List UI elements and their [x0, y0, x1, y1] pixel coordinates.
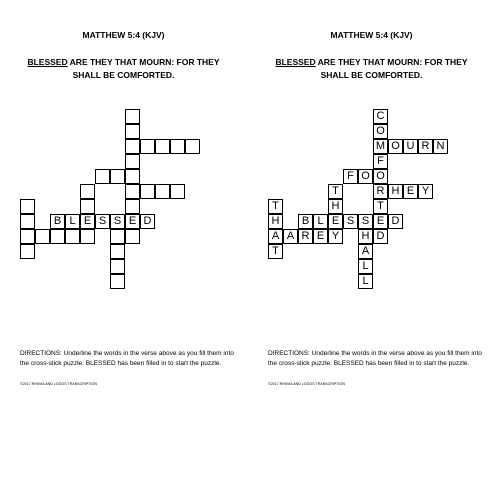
- verse-remainder: ARE THEY THAT MOURN: FOR THEY SHALL BE COMFORTED.: [315, 57, 468, 80]
- grid-cell[interactable]: [140, 184, 155, 199]
- grid-cell[interactable]: F: [373, 154, 388, 169]
- crossword-grid: [248, 0, 495, 340]
- grid-cell[interactable]: H: [268, 214, 283, 229]
- grid-cell[interactable]: O: [388, 139, 403, 154]
- grid-cell[interactable]: [95, 169, 110, 184]
- grid-cell[interactable]: [125, 124, 140, 139]
- grid-cell[interactable]: [125, 199, 140, 214]
- grid-cell[interactable]: A: [283, 229, 298, 244]
- worksheet-title: MATTHEW 5:4 (KJV): [330, 30, 413, 40]
- grid-cell[interactable]: R: [298, 229, 313, 244]
- directions-text: DIRECTIONS: Underline the words in the verse above as you fill them into the cross-stick puzzle. BLESSED has been filled in to start the puzzle.: [268, 350, 482, 367]
- grid-cell[interactable]: [125, 109, 140, 124]
- grid-cell[interactable]: O: [373, 169, 388, 184]
- grid-cell[interactable]: S: [343, 214, 358, 229]
- grid-cell[interactable]: B: [298, 214, 313, 229]
- grid-cell[interactable]: [20, 199, 35, 214]
- grid-cell[interactable]: B: [50, 214, 65, 229]
- grid-cell[interactable]: [140, 139, 155, 154]
- grid-cell[interactable]: R: [418, 139, 433, 154]
- grid-cell[interactable]: E: [328, 214, 343, 229]
- grid-cell[interactable]: [80, 184, 95, 199]
- grid-cell[interactable]: [50, 229, 65, 244]
- grid-cell[interactable]: H: [358, 229, 373, 244]
- grid-cell[interactable]: U: [403, 139, 418, 154]
- grid-cell[interactable]: M: [373, 139, 388, 154]
- grid-cell[interactable]: D: [373, 229, 388, 244]
- grid-cell[interactable]: T: [373, 199, 388, 214]
- grid-cell[interactable]: [125, 184, 140, 199]
- grid-cell[interactable]: [110, 229, 125, 244]
- grid-cell[interactable]: C: [373, 109, 388, 124]
- grid-cell[interactable]: A: [268, 229, 283, 244]
- grid-cell[interactable]: R: [373, 184, 388, 199]
- grid-cell[interactable]: N: [433, 139, 448, 154]
- grid-cell[interactable]: [110, 274, 125, 289]
- grid-cell[interactable]: F: [343, 169, 358, 184]
- grid-cell[interactable]: [20, 244, 35, 259]
- grid-cell[interactable]: S: [95, 214, 110, 229]
- grid-cell[interactable]: [65, 229, 80, 244]
- grid-cell[interactable]: [125, 154, 140, 169]
- grid-cell[interactable]: S: [110, 214, 125, 229]
- grid-cell[interactable]: [170, 184, 185, 199]
- grid-cell[interactable]: [35, 229, 50, 244]
- grid-cell[interactable]: E: [125, 214, 140, 229]
- verse-underlined-word: BLESSED: [27, 57, 68, 67]
- grid-cell[interactable]: [125, 169, 140, 184]
- grid-cell[interactable]: [110, 244, 125, 259]
- grid-cell[interactable]: E: [403, 184, 418, 199]
- verse-remainder: ARE THEY THAT MOURN: FOR THEY SHALL BE COMFORTED.: [67, 57, 220, 80]
- grid-cell[interactable]: [125, 139, 140, 154]
- grid-cell[interactable]: H: [328, 199, 343, 214]
- grid-cell[interactable]: H: [388, 184, 403, 199]
- grid-cell[interactable]: T: [268, 199, 283, 214]
- grid-cell[interactable]: L: [313, 214, 328, 229]
- grid-cell[interactable]: D: [140, 214, 155, 229]
- grid-cell[interactable]: L: [358, 274, 373, 289]
- directions-text: DIRECTIONS: Underline the words in the verse above as you fill them into the cross-stick puzzle. BLESSED has been filled in to start the puzzle.: [20, 350, 234, 367]
- grid-cell[interactable]: E: [80, 214, 95, 229]
- grid-cell[interactable]: [155, 184, 170, 199]
- grid-cell[interactable]: Y: [328, 229, 343, 244]
- grid-cell[interactable]: [185, 139, 200, 154]
- worksheet-title: MATTHEW 5:4 (KJV): [82, 30, 165, 40]
- grid-cell[interactable]: [170, 139, 185, 154]
- copyright-notice: ©2017 RHEMA AND LOGOS TRANSCRIPTION: [20, 382, 97, 386]
- grid-cell[interactable]: E: [313, 229, 328, 244]
- grid-cell[interactable]: L: [358, 259, 373, 274]
- grid-cell[interactable]: [20, 229, 35, 244]
- grid-cell[interactable]: [80, 199, 95, 214]
- copyright-notice: ©2017 RHEMA AND LOGOS TRANSCRIPTION: [268, 382, 345, 386]
- verse-underlined-word: BLESSED: [275, 57, 316, 67]
- grid-cell[interactable]: O: [358, 169, 373, 184]
- grid-cell[interactable]: [155, 139, 170, 154]
- grid-cell[interactable]: E: [373, 214, 388, 229]
- crossword-grid: [0, 0, 247, 340]
- grid-cell[interactable]: [20, 214, 35, 229]
- grid-cell[interactable]: L: [65, 214, 80, 229]
- grid-cell[interactable]: [125, 229, 140, 244]
- grid-cell[interactable]: S: [358, 214, 373, 229]
- grid-cell[interactable]: [110, 169, 125, 184]
- grid-cell[interactable]: T: [268, 244, 283, 259]
- grid-cell[interactable]: [110, 259, 125, 274]
- grid-cell[interactable]: O: [373, 124, 388, 139]
- grid-cell[interactable]: A: [358, 244, 373, 259]
- grid-cell[interactable]: T: [328, 184, 343, 199]
- grid-cell[interactable]: D: [388, 214, 403, 229]
- grid-cell[interactable]: [80, 229, 95, 244]
- worksheet-answer-key: [248, 0, 495, 495]
- grid-cell[interactable]: Y: [418, 184, 433, 199]
- worksheet-blank: [0, 0, 247, 495]
